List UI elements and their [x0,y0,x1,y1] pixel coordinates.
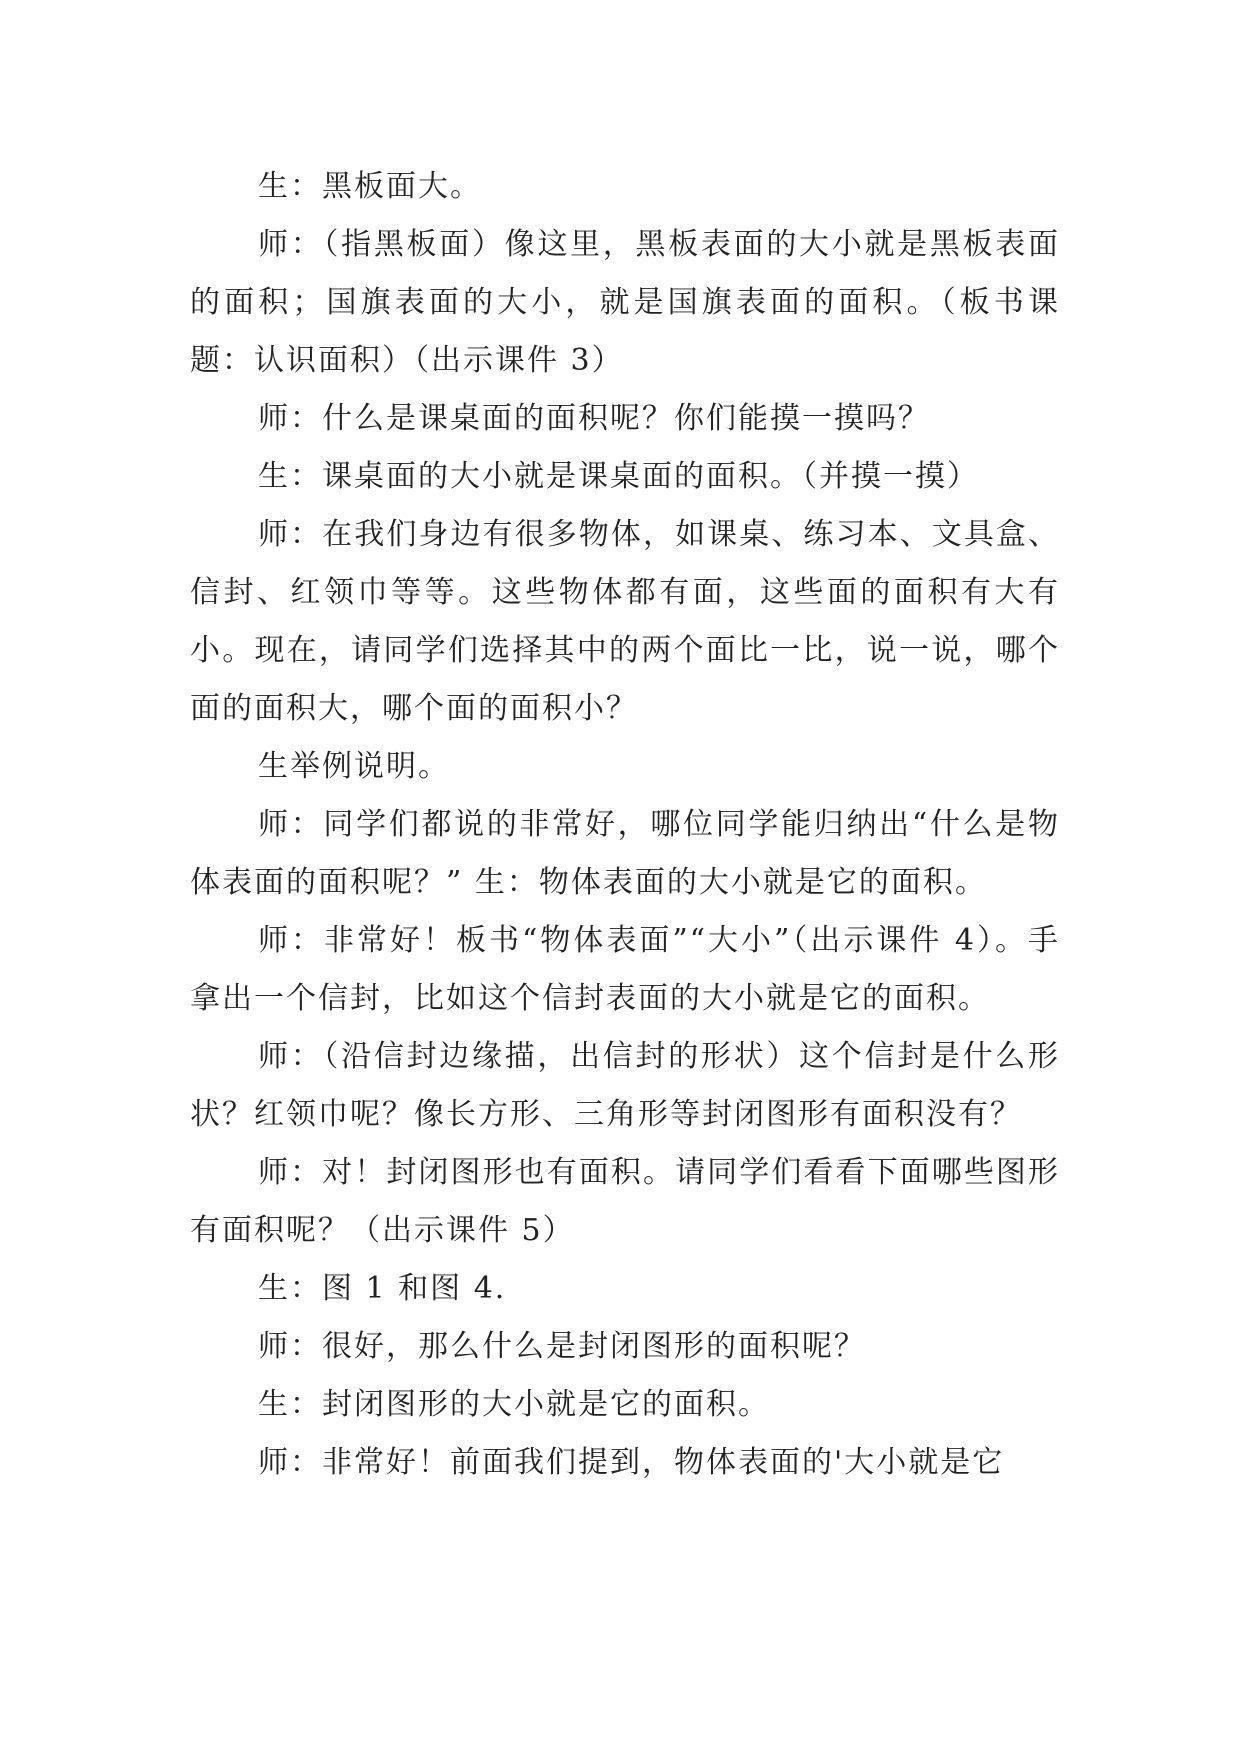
paragraph: 师：很好，那么什么是封闭图形的面积呢？ [258,1329,866,1364]
paragraph: 师：在我们身边有很多物体，如课桌、练习本、文具盒、信封、红领巾等等。这些物体都有面，这些面的面积有大有小。现在，请同学们选择其中的两个面比一比，说一说，哪个面的面积大，哪个面的面积小？ [190,517,1060,726]
paragraph: 师：什么是课桌面的面积呢？你们能摸一摸吗？ [258,401,930,436]
paragraph: 师：非常好！板书“物体表面”“大小”（出示课件 4）。手拿出一个信封，比如这个信封表面的大小就是它的面积。 [190,923,1060,1016]
paragraph: 生：课桌面的大小就是课桌面的面积。（并摸一摸） [258,459,979,494]
paragraph: 生：封闭图形的大小就是它的面积。 [258,1387,770,1422]
paragraph: 生举例说明。 [258,749,450,784]
paragraph: 师：（指黑板面）像这里，黑板表面的大小就是黑板表面的面积；国旗表面的大小，就是国旗表面的面积。（板书课题：认识面积）（出示课件 3） [190,227,1060,378]
paragraph: 师：对！封闭图形也有面积。请同学们看看下面哪些图形有面积呢？（出示课件 5） [190,1155,1060,1248]
paragraph: 师：（沿信封边缘描，出信封的形状）这个信封是什么形状？红领巾呢？像长方形、三角形等封闭图形有面积没有？ [190,1039,1060,1132]
paragraph: 师：非常好！前面我们提到，物体表面的'大小就是它 [258,1445,1005,1480]
paragraph: 师：同学们都说的非常好，哪位同学能归纳出“什么是物体表面的面积呢？” 生：物体表面的大小就是它的面积。 [190,807,1060,900]
paragraph: 生：黑板面大。 [258,169,482,204]
document-page [190,158,1060,1492]
paragraph: 生：图 1 和图 4. [258,1271,507,1306]
